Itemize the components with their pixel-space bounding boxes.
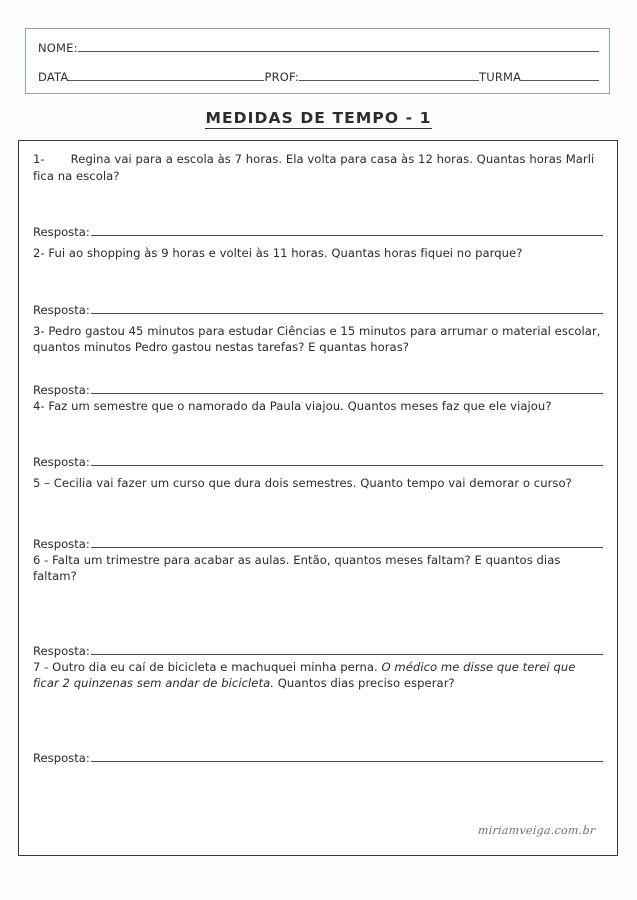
question-3-answer-row bbox=[33, 382, 603, 397]
question-6-body: Falta um trimestre para acabar as aulas. Então, quantos meses faltam? E quantos dias faltam? bbox=[33, 552, 561, 583]
question-7-body-italic: O médico me disse que terei que ficar 2 quinzenas sem andar de bicicleta. bbox=[33, 659, 576, 690]
question-2 bbox=[33, 245, 603, 317]
question-4 bbox=[33, 398, 603, 470]
question-7-answer-row bbox=[33, 750, 603, 765]
name-input-rule[interactable] bbox=[78, 40, 599, 52]
question-1-number: 1- bbox=[33, 152, 45, 166]
question-4-text bbox=[33, 398, 603, 415]
question-2-body: Fui ao shopping às 9 horas e voltei às 11 horas. Quantas horas fiquei no parque? bbox=[48, 246, 523, 260]
class-input-rule[interactable] bbox=[521, 69, 599, 81]
question-7 bbox=[33, 659, 603, 765]
question-6-answer-rule[interactable] bbox=[91, 643, 603, 655]
question-2-answer-label: Resposta: bbox=[33, 302, 90, 317]
site-watermark: miriamveiga.com.br bbox=[476, 824, 596, 837]
question-3-answer-label: Resposta: bbox=[33, 382, 90, 397]
question-6-answer-row bbox=[33, 643, 603, 658]
date-teacher-class-row bbox=[38, 69, 599, 84]
class-field-label: TURMA bbox=[479, 70, 522, 84]
question-4-answer-label: Resposta: bbox=[33, 455, 90, 469]
question-1-answer-row bbox=[33, 224, 603, 239]
question-7-number: 7 - bbox=[33, 659, 49, 674]
teacher-input-rule[interactable] bbox=[299, 69, 479, 81]
question-5-text bbox=[33, 475, 603, 492]
question-5-answer-row bbox=[33, 536, 603, 551]
question-6-answer-label: Resposta: bbox=[33, 643, 90, 658]
question-7-body-part-2: Quantos dias preciso esperar? bbox=[273, 676, 455, 690]
name-field-row bbox=[38, 40, 599, 55]
question-5-number: 5 – bbox=[33, 476, 51, 490]
question-7-body-part-1: Outro dia eu caí de bicicleta e machuquei minha perna. bbox=[52, 659, 382, 674]
question-3-number: 3- bbox=[33, 323, 45, 338]
question-4-answer-row bbox=[33, 454, 603, 469]
question-1 bbox=[33, 151, 603, 239]
question-6 bbox=[33, 552, 603, 658]
exercises-box bbox=[18, 140, 618, 856]
question-7-answer-rule[interactable] bbox=[91, 750, 603, 762]
question-6-number: 6 - bbox=[33, 552, 49, 567]
page-title: MEDIDAS DE TEMPO - 1 bbox=[205, 109, 432, 127]
teacher-field-label: PROF: bbox=[264, 70, 300, 84]
question-5-answer-rule[interactable] bbox=[91, 536, 603, 548]
question-4-body: Faz um semestre que o namorado da Paula viajou. Quantos meses faz que ele viajou? bbox=[48, 398, 552, 413]
question-2-text bbox=[33, 245, 603, 262]
question-3 bbox=[33, 323, 603, 397]
question-3-text bbox=[33, 323, 603, 356]
question-1-answer-label: Resposta: bbox=[33, 225, 90, 239]
date-field-label: DATA bbox=[38, 70, 69, 84]
question-5 bbox=[33, 475, 603, 551]
question-7-text bbox=[33, 659, 603, 692]
question-4-number: 4- bbox=[33, 398, 45, 413]
question-5-body: Cecilia vai fazer um curso que dura dois semestres. Quanto tempo vai demorar o curso? bbox=[53, 476, 572, 490]
question-2-answer-rule[interactable] bbox=[91, 302, 603, 314]
question-1-text bbox=[33, 151, 603, 184]
name-field-label: NOME: bbox=[38, 41, 78, 55]
question-7-answer-label: Resposta: bbox=[33, 750, 90, 765]
question-3-body: Pedro gastou 45 minutos para estudar Ciências e 15 minutos para arrumar o material escolar, quantos minutos Pedro gastou nestas tarefas? E quantas horas? bbox=[33, 323, 601, 354]
date-input-rule[interactable] bbox=[68, 69, 264, 81]
question-3-answer-rule[interactable] bbox=[91, 382, 603, 394]
student-info-box bbox=[25, 28, 610, 94]
question-2-number: 2- bbox=[33, 246, 45, 260]
question-1-body: Regina vai para a escola às 7 horas. Ela volta para casa às 12 horas. Quantas horas Marli fica na escola? bbox=[33, 152, 595, 183]
question-1-answer-rule[interactable] bbox=[91, 224, 603, 236]
question-6-text bbox=[33, 552, 603, 585]
page-title-wrap bbox=[0, 108, 637, 129]
question-2-answer-row bbox=[33, 302, 603, 317]
question-5-answer-label: Resposta: bbox=[33, 536, 90, 551]
question-4-answer-rule[interactable] bbox=[91, 454, 603, 466]
